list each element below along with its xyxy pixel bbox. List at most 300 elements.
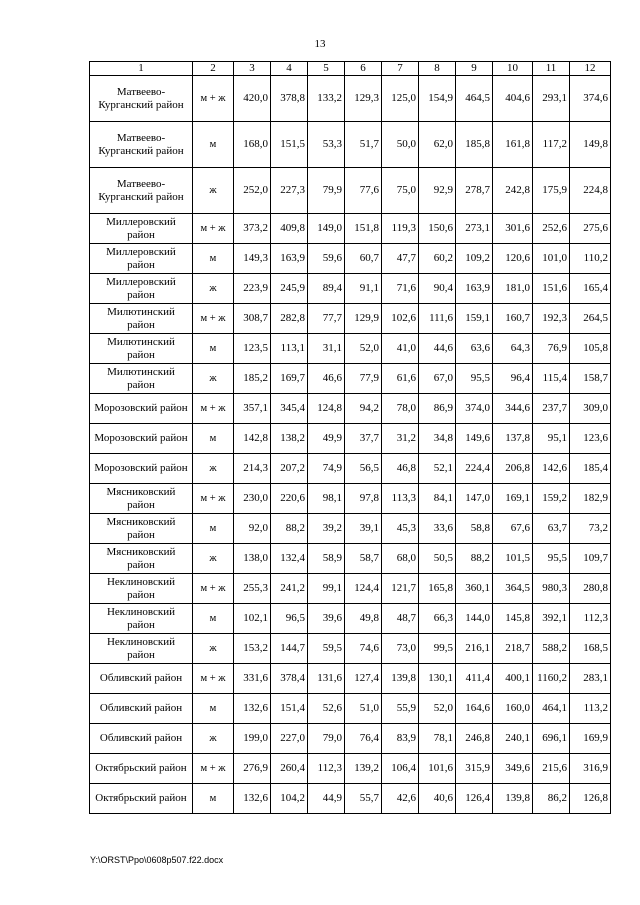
value-cell: 58,8 — [456, 514, 493, 544]
value-cell: 241,2 — [271, 574, 308, 604]
value-cell: 144,7 — [271, 634, 308, 664]
data-table — [89, 61, 611, 814]
value-cell: 392,1 — [533, 604, 570, 634]
table-row — [90, 168, 611, 214]
value-cell: 112,3 — [570, 604, 611, 634]
value-cell: 147,0 — [456, 484, 493, 514]
value-cell: 86,9 — [419, 394, 456, 424]
value-cell: 242,8 — [493, 168, 533, 214]
value-cell: 275,6 — [570, 214, 611, 244]
district-cell: Милютинский район — [90, 364, 193, 394]
value-cell: 185,2 — [234, 364, 271, 394]
value-cell: 127,4 — [345, 664, 382, 694]
table-row — [90, 76, 611, 122]
column-header: 9 — [456, 62, 493, 76]
value-cell: 331,6 — [234, 664, 271, 694]
table-row — [90, 724, 611, 754]
sex-cell: ж — [193, 544, 234, 574]
value-cell: 60,7 — [345, 244, 382, 274]
sex-cell: м — [193, 424, 234, 454]
value-cell: 315,9 — [456, 754, 493, 784]
value-cell: 309,0 — [570, 394, 611, 424]
value-cell: 67,6 — [493, 514, 533, 544]
column-header: 3 — [234, 62, 271, 76]
value-cell: 175,9 — [533, 168, 570, 214]
value-cell: 49,8 — [345, 604, 382, 634]
column-header: 7 — [382, 62, 419, 76]
value-cell: 101,6 — [419, 754, 456, 784]
value-cell: 123,5 — [234, 334, 271, 364]
value-cell: 142,8 — [234, 424, 271, 454]
value-cell: 71,6 — [382, 274, 419, 304]
value-cell: 101,0 — [533, 244, 570, 274]
value-cell: 149,8 — [570, 122, 611, 168]
value-cell: 138,2 — [271, 424, 308, 454]
value-cell: 464,1 — [533, 694, 570, 724]
district-cell: Октябрьский район — [90, 754, 193, 784]
value-cell: 185,8 — [456, 122, 493, 168]
value-cell: 119,3 — [382, 214, 419, 244]
value-cell: 123,6 — [570, 424, 611, 454]
value-cell: 163,9 — [271, 244, 308, 274]
value-cell: 139,8 — [382, 664, 419, 694]
column-header: 5 — [308, 62, 345, 76]
value-cell: 117,2 — [533, 122, 570, 168]
value-cell: 104,2 — [271, 784, 308, 814]
sex-cell: м + ж — [193, 214, 234, 244]
value-cell: 378,8 — [271, 76, 308, 122]
value-cell: 223,9 — [234, 274, 271, 304]
value-cell: 64,3 — [493, 334, 533, 364]
value-cell: 464,5 — [456, 76, 493, 122]
district-cell: Матвеево-Курганский район — [90, 168, 193, 214]
value-cell: 94,2 — [345, 394, 382, 424]
value-cell: 52,1 — [419, 454, 456, 484]
value-cell: 33,6 — [419, 514, 456, 544]
value-cell: 40,6 — [419, 784, 456, 814]
value-cell: 168,0 — [234, 122, 271, 168]
value-cell: 220,6 — [271, 484, 308, 514]
district-cell: Матвеево-Курганский район — [90, 122, 193, 168]
sex-cell: м + ж — [193, 664, 234, 694]
value-cell: 160,0 — [493, 694, 533, 724]
table-row — [90, 544, 611, 574]
value-cell: 86,2 — [533, 784, 570, 814]
value-cell: 301,6 — [493, 214, 533, 244]
value-cell: 151,8 — [345, 214, 382, 244]
value-cell: 83,9 — [382, 724, 419, 754]
value-cell: 237,7 — [533, 394, 570, 424]
value-cell: 102,6 — [382, 304, 419, 334]
value-cell: 63,6 — [456, 334, 493, 364]
value-cell: 154,9 — [419, 76, 456, 122]
value-cell: 55,7 — [345, 784, 382, 814]
value-cell: 192,3 — [533, 304, 570, 334]
value-cell: 46,6 — [308, 364, 345, 394]
district-cell: Миллеровский район — [90, 214, 193, 244]
value-cell: 252,6 — [533, 214, 570, 244]
table-row — [90, 364, 611, 394]
value-cell: 207,2 — [271, 454, 308, 484]
sex-cell: м + ж — [193, 76, 234, 122]
value-cell: 145,8 — [493, 604, 533, 634]
value-cell: 42,6 — [382, 784, 419, 814]
value-cell: 89,4 — [308, 274, 345, 304]
value-cell: 77,7 — [308, 304, 345, 334]
value-cell: 91,1 — [345, 274, 382, 304]
value-cell: 224,4 — [456, 454, 493, 484]
value-cell: 44,9 — [308, 784, 345, 814]
table-row — [90, 574, 611, 604]
value-cell: 344,6 — [493, 394, 533, 424]
value-cell: 150,6 — [419, 214, 456, 244]
value-cell: 260,4 — [271, 754, 308, 784]
value-cell: 142,6 — [533, 454, 570, 484]
table-row — [90, 454, 611, 484]
value-cell: 400,1 — [493, 664, 533, 694]
value-cell: 364,5 — [493, 574, 533, 604]
value-cell: 113,2 — [570, 694, 611, 724]
district-cell: Обливский район — [90, 694, 193, 724]
column-header: 11 — [533, 62, 570, 76]
value-cell: 163,9 — [456, 274, 493, 304]
value-cell: 84,1 — [419, 484, 456, 514]
value-cell: 980,3 — [533, 574, 570, 604]
sex-cell: ж — [193, 274, 234, 304]
district-cell: Морозовский район — [90, 454, 193, 484]
table-body — [90, 76, 611, 814]
value-cell: 216,1 — [456, 634, 493, 664]
value-cell: 44,6 — [419, 334, 456, 364]
value-cell: 74,9 — [308, 454, 345, 484]
value-cell: 273,1 — [456, 214, 493, 244]
value-cell: 90,4 — [419, 274, 456, 304]
value-cell: 51,7 — [345, 122, 382, 168]
district-cell: Миллеровский район — [90, 244, 193, 274]
column-header: 8 — [419, 62, 456, 76]
sex-cell: ж — [193, 454, 234, 484]
district-cell: Мясниковский район — [90, 514, 193, 544]
value-cell: 49,9 — [308, 424, 345, 454]
value-cell: 132,4 — [271, 544, 308, 574]
value-cell: 34,8 — [419, 424, 456, 454]
value-cell: 206,8 — [493, 454, 533, 484]
value-cell: 181,0 — [493, 274, 533, 304]
value-cell: 230,0 — [234, 484, 271, 514]
table-row — [90, 754, 611, 784]
value-cell: 98,1 — [308, 484, 345, 514]
value-cell: 51,0 — [345, 694, 382, 724]
value-cell: 588,2 — [533, 634, 570, 664]
value-cell: 151,4 — [271, 694, 308, 724]
table-row — [90, 334, 611, 364]
value-cell: 60,2 — [419, 244, 456, 274]
value-cell: 75,0 — [382, 168, 419, 214]
value-cell: 31,2 — [382, 424, 419, 454]
value-cell: 378,4 — [271, 664, 308, 694]
value-cell: 316,9 — [570, 754, 611, 784]
table-row — [90, 604, 611, 634]
district-cell: Матвеево-Курганский район — [90, 76, 193, 122]
value-cell: 160,7 — [493, 304, 533, 334]
value-cell: 78,1 — [419, 724, 456, 754]
table-row — [90, 514, 611, 544]
sex-cell: м — [193, 514, 234, 544]
value-cell: 374,0 — [456, 394, 493, 424]
sex-cell: ж — [193, 364, 234, 394]
value-cell: 164,6 — [456, 694, 493, 724]
value-cell: 185,4 — [570, 454, 611, 484]
table-row — [90, 304, 611, 334]
value-cell: 246,8 — [456, 724, 493, 754]
value-cell: 252,0 — [234, 168, 271, 214]
district-cell: Неклиновский район — [90, 604, 193, 634]
value-cell: 76,9 — [533, 334, 570, 364]
value-cell: 79,0 — [308, 724, 345, 754]
table-row — [90, 664, 611, 694]
value-cell: 95,1 — [533, 424, 570, 454]
sex-cell: ж — [193, 634, 234, 664]
value-cell: 61,6 — [382, 364, 419, 394]
value-cell: 214,3 — [234, 454, 271, 484]
column-header: 2 — [193, 62, 234, 76]
value-cell: 132,6 — [234, 784, 271, 814]
value-cell: 149,6 — [456, 424, 493, 454]
value-cell: 99,5 — [419, 634, 456, 664]
value-cell: 106,4 — [382, 754, 419, 784]
table-row — [90, 784, 611, 814]
column-header: 1 — [90, 62, 193, 76]
value-cell: 138,0 — [234, 544, 271, 574]
value-cell: 161,8 — [493, 122, 533, 168]
value-cell: 409,8 — [271, 214, 308, 244]
value-cell: 131,6 — [308, 664, 345, 694]
value-cell: 282,8 — [271, 304, 308, 334]
value-cell: 52,0 — [419, 694, 456, 724]
value-cell: 696,1 — [533, 724, 570, 754]
value-cell: 97,8 — [345, 484, 382, 514]
value-cell: 63,7 — [533, 514, 570, 544]
value-cell: 124,4 — [345, 574, 382, 604]
district-cell: Неклиновский район — [90, 574, 193, 604]
value-cell: 109,7 — [570, 544, 611, 574]
value-cell: 96,4 — [493, 364, 533, 394]
header-row — [90, 62, 611, 76]
sex-cell: м + ж — [193, 574, 234, 604]
value-cell: 139,2 — [345, 754, 382, 784]
value-cell: 113,3 — [382, 484, 419, 514]
value-cell: 168,5 — [570, 634, 611, 664]
value-cell: 52,0 — [345, 334, 382, 364]
sex-cell: м — [193, 244, 234, 274]
value-cell: 278,7 — [456, 168, 493, 214]
value-cell: 149,0 — [308, 214, 345, 244]
value-cell: 105,8 — [570, 334, 611, 364]
value-cell: 77,9 — [345, 364, 382, 394]
district-cell: Миллеровский район — [90, 274, 193, 304]
value-cell: 112,3 — [308, 754, 345, 784]
value-cell: 240,1 — [493, 724, 533, 754]
value-cell: 59,6 — [308, 244, 345, 274]
value-cell: 276,9 — [234, 754, 271, 784]
value-cell: 137,8 — [493, 424, 533, 454]
value-cell: 144,0 — [456, 604, 493, 634]
column-header: 10 — [493, 62, 533, 76]
value-cell: 153,2 — [234, 634, 271, 664]
value-cell: 411,4 — [456, 664, 493, 694]
value-cell: 50,5 — [419, 544, 456, 574]
value-cell: 48,7 — [382, 604, 419, 634]
value-cell: 78,0 — [382, 394, 419, 424]
value-cell: 224,8 — [570, 168, 611, 214]
district-cell: Мясниковский район — [90, 544, 193, 574]
value-cell: 92,0 — [234, 514, 271, 544]
value-cell: 73,2 — [570, 514, 611, 544]
value-cell: 165,4 — [570, 274, 611, 304]
district-cell: Мясниковский район — [90, 484, 193, 514]
sex-cell: м — [193, 694, 234, 724]
value-cell: 126,4 — [456, 784, 493, 814]
value-cell: 151,5 — [271, 122, 308, 168]
value-cell: 76,4 — [345, 724, 382, 754]
value-cell: 79,9 — [308, 168, 345, 214]
value-cell: 67,0 — [419, 364, 456, 394]
table-row — [90, 484, 611, 514]
value-cell: 420,0 — [234, 76, 271, 122]
value-cell: 169,1 — [493, 484, 533, 514]
value-cell: 62,0 — [419, 122, 456, 168]
value-cell: 374,6 — [570, 76, 611, 122]
value-cell: 151,6 — [533, 274, 570, 304]
sex-cell: ж — [193, 724, 234, 754]
sex-cell: м + ж — [193, 304, 234, 334]
value-cell: 53,3 — [308, 122, 345, 168]
file-path: Y:\ORST\Ppo\0608p507.f22.docx — [90, 855, 224, 865]
value-cell: 158,7 — [570, 364, 611, 394]
value-cell: 68,0 — [382, 544, 419, 574]
value-cell: 133,2 — [308, 76, 345, 122]
value-cell: 345,4 — [271, 394, 308, 424]
value-cell: 132,6 — [234, 694, 271, 724]
value-cell: 111,6 — [419, 304, 456, 334]
value-cell: 41,0 — [382, 334, 419, 364]
value-cell: 110,2 — [570, 244, 611, 274]
sex-cell: м — [193, 784, 234, 814]
value-cell: 101,5 — [493, 544, 533, 574]
sex-cell: м — [193, 604, 234, 634]
value-cell: 39,1 — [345, 514, 382, 544]
district-cell: Морозовский район — [90, 394, 193, 424]
table-row — [90, 274, 611, 304]
value-cell: 159,2 — [533, 484, 570, 514]
value-cell: 58,7 — [345, 544, 382, 574]
column-header: 6 — [345, 62, 382, 76]
column-header: 4 — [271, 62, 308, 76]
value-cell: 88,2 — [271, 514, 308, 544]
value-cell: 349,6 — [493, 754, 533, 784]
value-cell: 58,9 — [308, 544, 345, 574]
value-cell: 165,8 — [419, 574, 456, 604]
district-cell: Милютинский район — [90, 334, 193, 364]
sex-cell: м + ж — [193, 484, 234, 514]
value-cell: 73,0 — [382, 634, 419, 664]
district-cell: Милютинский район — [90, 304, 193, 334]
value-cell: 139,8 — [493, 784, 533, 814]
value-cell: 255,3 — [234, 574, 271, 604]
value-cell: 357,1 — [234, 394, 271, 424]
table-row — [90, 122, 611, 168]
value-cell: 59,5 — [308, 634, 345, 664]
value-cell: 66,3 — [419, 604, 456, 634]
value-cell: 373,2 — [234, 214, 271, 244]
value-cell: 31,1 — [308, 334, 345, 364]
value-cell: 404,6 — [493, 76, 533, 122]
sex-cell: м + ж — [193, 754, 234, 784]
district-cell: Неклиновский район — [90, 634, 193, 664]
value-cell: 125,0 — [382, 76, 419, 122]
value-cell: 39,2 — [308, 514, 345, 544]
value-cell: 39,6 — [308, 604, 345, 634]
value-cell: 52,6 — [308, 694, 345, 724]
value-cell: 77,6 — [345, 168, 382, 214]
column-header: 12 — [570, 62, 611, 76]
value-cell: 45,3 — [382, 514, 419, 544]
value-cell: 99,1 — [308, 574, 345, 604]
table-row — [90, 214, 611, 244]
value-cell: 74,6 — [345, 634, 382, 664]
value-cell: 88,2 — [456, 544, 493, 574]
value-cell: 245,9 — [271, 274, 308, 304]
district-cell: Обливский район — [90, 724, 193, 754]
value-cell: 55,9 — [382, 694, 419, 724]
table-row — [90, 694, 611, 724]
sex-cell: м — [193, 122, 234, 168]
sex-cell: ж — [193, 168, 234, 214]
value-cell: 149,3 — [234, 244, 271, 274]
page-number: 13 — [314, 38, 326, 50]
value-cell: 47,7 — [382, 244, 419, 274]
value-cell: 1160,2 — [533, 664, 570, 694]
value-cell: 215,6 — [533, 754, 570, 784]
value-cell: 120,6 — [493, 244, 533, 274]
value-cell: 121,7 — [382, 574, 419, 604]
value-cell: 37,7 — [345, 424, 382, 454]
value-cell: 124,8 — [308, 394, 345, 424]
value-cell: 169,7 — [271, 364, 308, 394]
value-cell: 199,0 — [234, 724, 271, 754]
district-cell: Октябрьский район — [90, 784, 193, 814]
value-cell: 56,5 — [345, 454, 382, 484]
value-cell: 218,7 — [493, 634, 533, 664]
district-cell: Морозовский район — [90, 424, 193, 454]
value-cell: 129,3 — [345, 76, 382, 122]
value-cell: 113,1 — [271, 334, 308, 364]
value-cell: 182,9 — [570, 484, 611, 514]
sex-cell: м + ж — [193, 394, 234, 424]
table-row — [90, 244, 611, 274]
value-cell: 283,1 — [570, 664, 611, 694]
table-row — [90, 424, 611, 454]
value-cell: 293,1 — [533, 76, 570, 122]
value-cell: 95,5 — [456, 364, 493, 394]
district-cell: Обливский район — [90, 664, 193, 694]
value-cell: 360,1 — [456, 574, 493, 604]
value-cell: 115,4 — [533, 364, 570, 394]
value-cell: 308,7 — [234, 304, 271, 334]
table-row — [90, 394, 611, 424]
value-cell: 46,8 — [382, 454, 419, 484]
value-cell: 159,1 — [456, 304, 493, 334]
